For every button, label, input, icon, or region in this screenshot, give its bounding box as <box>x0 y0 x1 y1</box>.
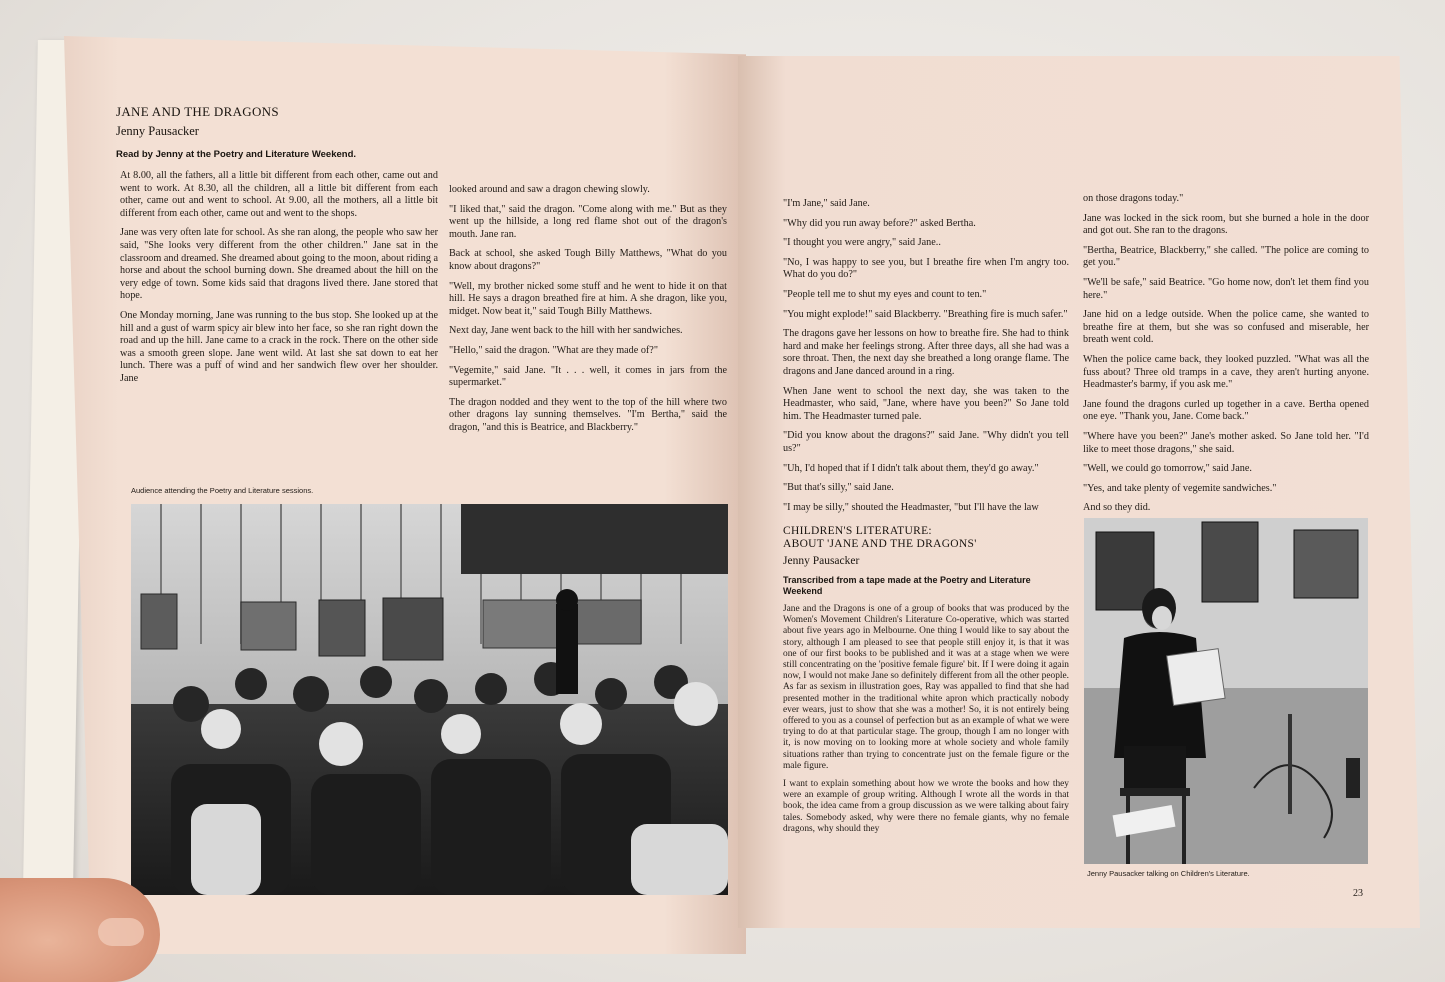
paragraph: And so they did. <box>1083 502 1151 514</box>
paragraph: When the police came back, they looked puzzled. "What was all the fuss about? Three old tramps in a cave, they aren't hurting anyone. Headmaster's barmy, if you ask me." <box>1083 353 1369 391</box>
paragraph: looked around and saw a dragon chewing slowly. <box>449 184 650 195</box>
paragraph: "But that's silly," said Jane. <box>783 482 894 494</box>
paragraph: The dragons gave her lessons on how to breathe fire. She had to think hard and make her feelings strong. After three days, all she had was a sore throat. Then, the next day she breathed a long orange flame. The dragons and Jane danced around in a ring. <box>783 328 1069 377</box>
paragraph: "You might explode!" said Blackberry. "Breathing fire is much safer." <box>783 308 1068 320</box>
left-column-2 <box>449 184 727 442</box>
paragraph: "Hello," said the dragon. "What are they made of?" <box>449 344 658 356</box>
left-column-1 <box>120 170 438 393</box>
article-title-line-2: ABOUT 'JANE AND THE DRAGONS' <box>783 538 977 550</box>
paragraph: "I may be silly," shouted the Headmaster, "but I'll have the law <box>783 501 1039 513</box>
paragraph: "I thought you were angry," said Jane.. <box>783 237 941 249</box>
paragraph: "Vegemite," said Jane. "It . . . well, it comes in jars from the supermarket." <box>449 364 727 389</box>
paragraph: "We'll be safe," said Beatrice. "Go home now, don't let them find you here." <box>1083 276 1369 301</box>
story-lead: Read by Jenny at the Poetry and Literature Weekend. <box>116 149 357 160</box>
paragraph: I want to explain something about how we wrote the books and how they were an example of group writing. Although I wrote all the words in that book, the idea came from a group discussion as we were talking about fairy tales. Somebody asked, why were there no female giants, why no female dragons, why should they <box>783 779 1069 834</box>
paragraph: Back at school, she asked Tough Billy Matthews, "What do you know about dragons?" <box>449 248 727 272</box>
paragraph: "Where have you been?" Jane's mother asked. So Jane told her. "I'd like to meet those dragons," she said. <box>1083 430 1369 455</box>
paragraph: "I liked that," said the dragon. "Come along with me." But as they went up the hillside, a long red flame shot out of the dragon's mouth. Jane ran. <box>449 203 727 240</box>
thumb-nail <box>98 918 144 946</box>
paragraph: One Monday morning, Jane was running to the bus stop. She looked up at the hill and a gust of warm spicy air blew into her face, so she ran right down the road and up the hill. Jane came to a crack in the rock. There on the other side was a smooth green slope. Jane went wild. At last she sat down to eat her lunch. There was a puff of wind and her sandwich flew over her shoulder. Jane <box>120 309 438 384</box>
paragraph: Next day, Jane went back to the hill with her sandwiches. <box>449 325 683 337</box>
audience-photo <box>131 504 728 895</box>
story-author: Jenny Pausacker <box>116 124 199 138</box>
paragraph: At 8.00, all the fathers, all a little bit different from each other, came out and went to work. At 8.30, all the children, all a little bit different from each other, came out and went to school. At 9.00, all the mothers, all a little bit different from each other, came out and went to the shops. <box>120 170 438 219</box>
article-lead: Transcribed from a tape made at the Poetry and Literature Weekend <box>783 575 1031 596</box>
article-body <box>783 604 1069 842</box>
paragraph: "I'm Jane," said Jane. <box>783 198 870 209</box>
paragraph: "Yes, and take plenty of vegemite sandwiches." <box>1083 482 1277 494</box>
paragraph: "Well, we could go tomorrow," said Jane. <box>1083 463 1252 475</box>
paragraph: When Jane went to school the next day, she was taken to the Headmaster, who said, "Jane, where have you been?" So Jane told him. The Headmaster turned pale. <box>783 385 1069 422</box>
paragraph: Jane found the dragons curled up together in a cave. Bertha opened one eye. "Thank you, Jane. Come back." <box>1083 398 1369 423</box>
paragraph: Jane hid on a ledge outside. When the police came, she wanted to breathe fire at them, but she was so confused and miserable, her breath went cold. <box>1083 309 1369 346</box>
paragraph: The dragon nodded and they went to the top of the hill where two other dragons lay sunning themselves. "I'm Bertha," said the dragon, "and this is Beatrice, and Blackberry." <box>449 396 727 433</box>
paragraph: "Well, my brother nicked some stuff and he went to hide it on that hill. He says a dragon breathed fire at him. A she dragon, like you, midget. Now beat it," said Tough Billy Matthews. <box>449 280 727 317</box>
paragraph: "Bertha, Beatrice, Blackberry," she called. "The police are coming to get you." <box>1083 244 1369 269</box>
paragraph: Jane was very often late for school. As she ran along, the people who saw her said, "She looks very different from the other children." Jane sat in the classroom and dreamed. She dreamed about going to the moon, about riding a horse and about the school burning down. She dreamed about the hill on the very edge of town. Some kids said that dragons lived there. Jane stored that hope. <box>120 227 438 302</box>
speaker-photo <box>1084 518 1368 864</box>
article-title-line-1: CHILDREN'S LITERATURE: <box>783 525 932 537</box>
paragraph: on those dragons today." <box>1083 193 1184 204</box>
right-photo-caption: Jenny Pausacker talking on Children's Literature. <box>1087 869 1250 878</box>
left-photo-caption: Audience attending the Poetry and Literature sessions. <box>131 486 314 495</box>
right-column-2 <box>1083 193 1369 522</box>
paragraph: Jane was locked in the sick room, but she burned a hole in the door and got out. She ran to the dragons. <box>1083 212 1369 237</box>
paragraph: "Why did you run away before?" asked Bertha. <box>783 217 976 229</box>
paragraph: Jane and the Dragons is one of a group of books that was produced by the Women's Movement Children's Literature Co-operative, which was started about five years ago in Melbourne. One thing I would like to say about the story, although I am pleased to see that people still enjoy it, is that it was one of our first books to be published and it was at a stage when we were still concentrating on the 'positive female figure' bit. If I were doing it again now, I would not make Jane so definitely different from all the other people. As far as sexism in illustration goes, Ray was appalled to find that she had presented mother in the traditional white apron which practically nobody ever wears, just to show that she was a mother! So, it is not entirely being offered to you as a counsel of perfection but as an example of what we were trying to do at that particular stage. The group, though I am no longer with it, is now moving on to looking more at whole society and whole family situations rather than trying to concentrate just on the female figure or the male figure. <box>783 604 1069 771</box>
right-page-number: 23 <box>1353 888 1363 899</box>
right-column-1 <box>783 198 1069 521</box>
story-title: JANE AND THE DRAGONS <box>116 104 279 119</box>
paragraph: "Did you know about the dragons?" said Jane. "Why didn't you tell us?" <box>783 430 1069 454</box>
paragraph: "People tell me to shut my eyes and count to ten." <box>783 288 987 300</box>
paragraph: "Uh, I'd hoped that if I didn't talk about them, they'd go away." <box>783 462 1039 474</box>
paragraph: "No, I was happy to see you, but I breathe fire when I'm angry too. What do you do?" <box>783 256 1069 281</box>
article-author: Jenny Pausacker <box>783 555 860 567</box>
